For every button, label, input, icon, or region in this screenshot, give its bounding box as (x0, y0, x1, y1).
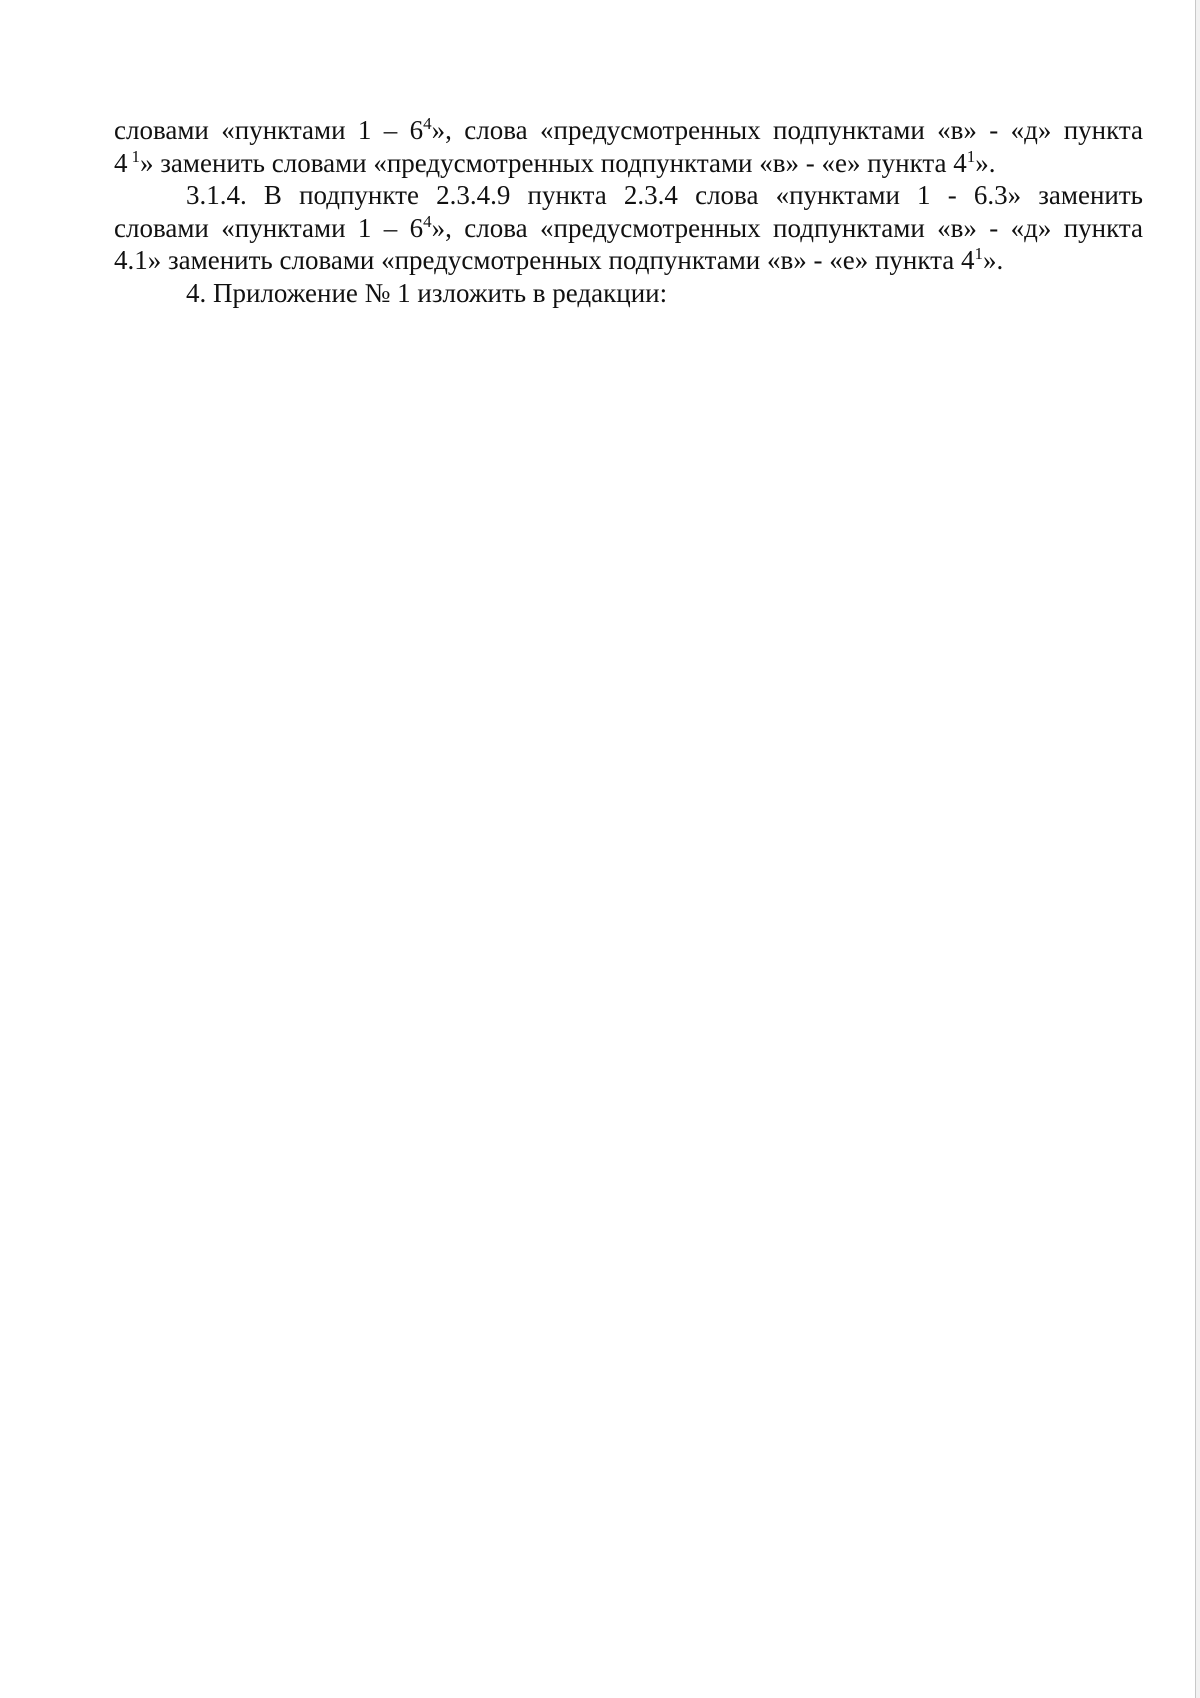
paragraph-1-line-1 (114, 114, 1143, 147)
text-span: 4. Приложение № 1 изложить в редакции: (186, 277, 668, 308)
text-span: », слова «предусмотренных подпунктами «в» - «д» пункта (431, 115, 1143, 145)
superscript: 1 (966, 146, 976, 166)
text-span: 3.1.4. В подпункте 2.3.4.9 пункта 2.3.4 слова «пунктами 1 - 6.3» заменить (186, 180, 1143, 210)
text-span: 4.1» заменить словами «предусмотренных подпунктами «в» - «е» пункта 4 (114, 245, 975, 275)
superscript: 4 (423, 211, 432, 231)
paragraph-3 (114, 277, 1143, 310)
superscript: 1 (974, 244, 983, 263)
text-span: словами «пунктами 1 – 6 (114, 115, 424, 145)
document-body (114, 114, 1143, 309)
page-edge (1196, 0, 1200, 1698)
paragraph-1-line-2 (114, 147, 1143, 180)
paragraph-2-line-2 (114, 212, 1143, 245)
text-span: ». (983, 245, 1004, 275)
paragraph-2-line-3 (114, 244, 1143, 277)
superscript: 1 (131, 146, 140, 166)
text-span: » заменить словами «предусмотренных подпунктами «в» - «е» пункта 4 (140, 147, 967, 178)
superscript: 4 (423, 114, 432, 133)
text-span: », слова «предусмотренных подпунктами «в» - «д» пункта (431, 212, 1143, 243)
text-span: 4 (114, 147, 128, 178)
text-span: ». (975, 147, 996, 178)
text-span: словами «пунктами 1 – 6 (114, 212, 424, 243)
paragraph-2-line-1 (114, 179, 1143, 212)
